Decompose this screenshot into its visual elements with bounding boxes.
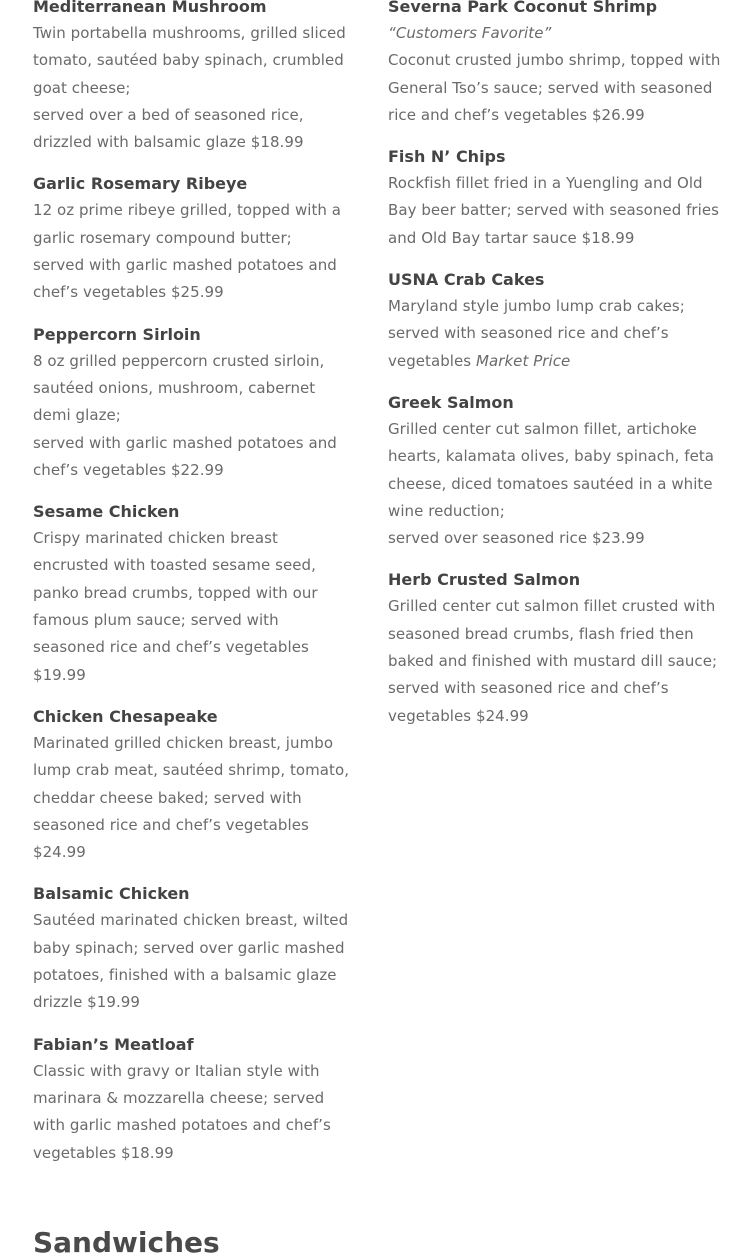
menu-item bbox=[388, 566, 723, 729]
customers-favorite-tagline: “Customers Favorite” bbox=[388, 24, 552, 42]
menu-item-description bbox=[388, 170, 723, 252]
menu-item-title: Fish N’ Chips bbox=[388, 147, 506, 167]
menu-item-title: Garlic Rosemary Ribeye bbox=[33, 174, 248, 194]
menu-item-description bbox=[33, 525, 355, 689]
menu-item-title: Herb Crusted Salmon bbox=[388, 570, 581, 590]
menu-item bbox=[33, 0, 355, 156]
description-line: 8 oz grilled peppercorn crusted sirloin, sautéed onions, mushroom, cabernet demi glaze; bbox=[33, 351, 325, 425]
menu-item-title: Fabian’s Meatloaf bbox=[33, 1034, 194, 1054]
menu-column-right bbox=[388, 0, 723, 1181]
description-line: Classic with gravy or Italian style with marinara & mozzarella cheese; served with garlic mashed potatoes and chef’s vegetables $18.99 bbox=[33, 1061, 331, 1162]
description-line: Grilled center cut salmon fillet, artichoke hearts, kalamata olives, baby spinach, feta cheese, diced tomatoes sautéed in a white wine reduction; bbox=[388, 419, 715, 520]
menu-item-description bbox=[33, 730, 355, 866]
menu-item-title: Sesame Chicken bbox=[33, 502, 180, 522]
menu-item-description bbox=[33, 907, 355, 1016]
description-text: Maryland style jumbo lump crab cakes; served with seasoned rice and chef’s vegetables bbox=[388, 297, 685, 370]
menu-item-title: Balsamic Chicken bbox=[33, 884, 190, 904]
menu-item bbox=[33, 1031, 355, 1167]
menu-item-description bbox=[388, 293, 723, 375]
description-line: served over seasoned rice $23.99 bbox=[388, 529, 645, 548]
menu-item-description bbox=[388, 593, 723, 729]
menu-item bbox=[388, 143, 723, 252]
description-line: served over a bed of seasoned rice, drizzled with balsamic glaze $18.99 bbox=[33, 105, 304, 152]
description-line: served with garlic mashed potatoes and chef’s vegetables $25.99 bbox=[33, 256, 337, 302]
menu-columns bbox=[33, 0, 723, 1181]
menu-item-title: USNA Crab Cakes bbox=[388, 270, 545, 290]
description-line: Coconut crusted jumbo shrimp, topped with General Tso’s sauce; served with seasoned rice and chef’s vegetables $26.99 bbox=[388, 51, 721, 124]
menu-item-description bbox=[33, 20, 355, 156]
description-line: 12 oz prime ribeye grilled, topped with a garlic rosemary compound butter; bbox=[33, 201, 342, 247]
description-line: Twin portabella mushrooms, grilled sliced tomato, sautéed baby spinach, crumbled goat cheese; bbox=[33, 24, 346, 97]
section-heading-sandwiches: Sandwiches bbox=[33, 1226, 220, 1259]
menu-item bbox=[33, 498, 355, 689]
menu-item-title: Severna Park Coconut Shrimp bbox=[388, 0, 658, 16]
menu-item bbox=[33, 703, 355, 866]
menu-column-left bbox=[33, 0, 355, 1181]
menu-item-description bbox=[388, 416, 723, 552]
menu-item bbox=[388, 266, 723, 375]
menu-item-description bbox=[33, 197, 355, 306]
description-line: served with garlic mashed potatoes and chef’s vegetables $22.99 bbox=[33, 433, 337, 479]
menu-item-title: Mediterranean Mushroom bbox=[33, 0, 267, 16]
menu-item bbox=[33, 170, 355, 306]
menu-item-description bbox=[33, 348, 355, 484]
description-line: Sautéed marinated chicken breast, wilted baby spinach; served over garlic mashed potatoes, finished with a balsamic glaze drizzle $19.99 bbox=[33, 911, 349, 1012]
menu-item-title: Greek Salmon bbox=[388, 392, 514, 412]
menu-item bbox=[33, 321, 355, 484]
description-line: Grilled center cut salmon fillet crusted with seasoned bread crumbs, flash fried then baked and finished with mustard dill sauce; served with seasoned rice and chef’s vegetables $24.99 bbox=[388, 597, 718, 725]
menu-item-title: Peppercorn Sirloin bbox=[33, 324, 201, 344]
menu-item-description bbox=[33, 1058, 355, 1167]
menu-item bbox=[388, 0, 723, 129]
menu-item bbox=[33, 880, 355, 1016]
description-line: Marinated grilled chicken breast, jumbo lump crab meat, sautéed shrimp, tomato, cheddar cheese baked; served with seasoned rice and chef’s vegetables $24.99 bbox=[33, 733, 350, 862]
description-line: Crispy marinated chicken breast encrusted with toasted sesame seed, panko bread crumbs, topped with our famous plum sauce; served with seasoned rice and chef’s vegetables $19.99 bbox=[33, 529, 318, 684]
market-price: Market Price bbox=[476, 351, 571, 370]
menu-item-description bbox=[388, 20, 723, 129]
description-line: Rockfish fillet fried in a Yuengling and Old Bay beer batter; served with seasoned fries and Old Bay tartar sauce $18.99 bbox=[388, 174, 719, 247]
menu-item-title: Chicken Chesapeake bbox=[33, 706, 218, 726]
menu-item bbox=[388, 389, 723, 552]
